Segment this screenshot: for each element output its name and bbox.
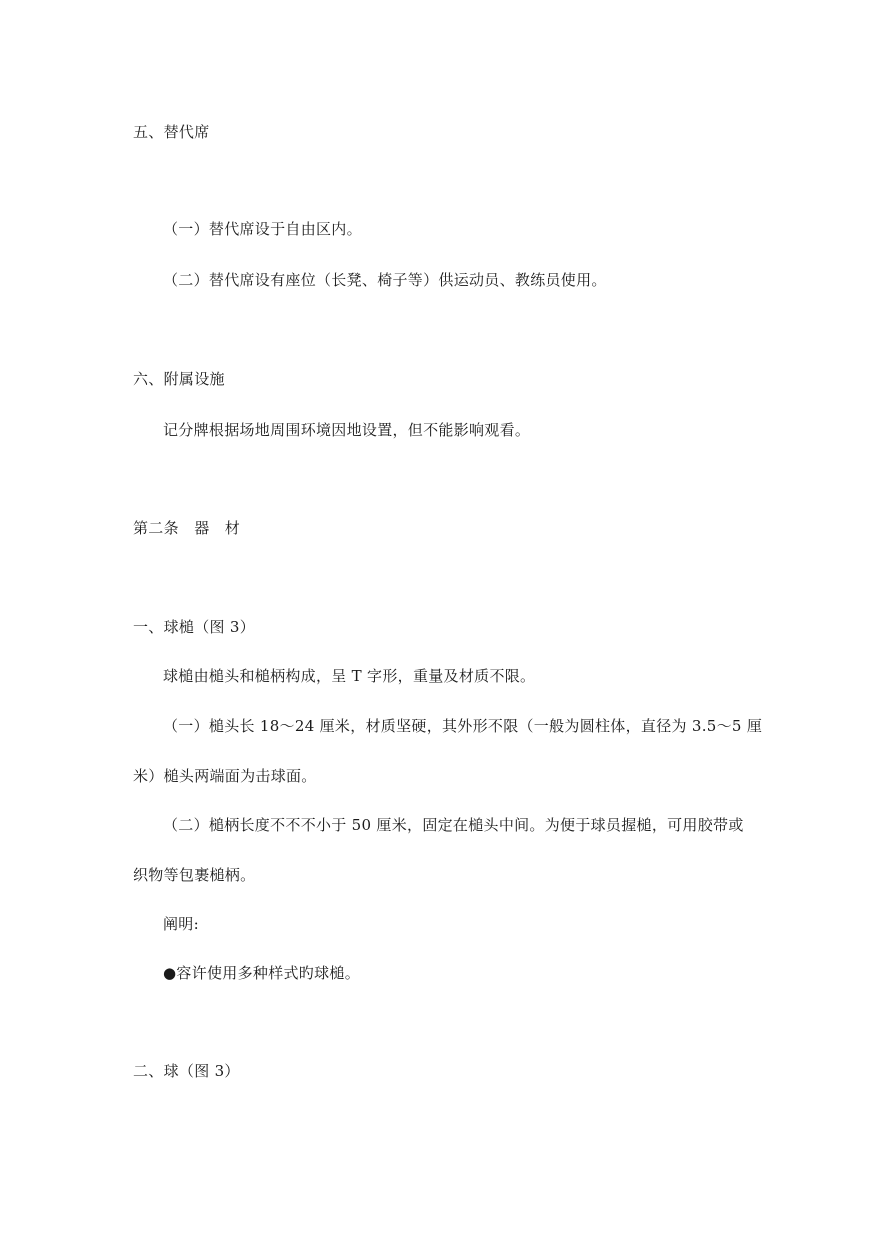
note-label: 阐明: <box>163 915 199 933</box>
paragraph-mallet-intro: 球槌由槌头和槌柄构成，呈 T 字形，重量及材质不限。 <box>163 667 536 685</box>
paragraph-substitute-bench-location: （一）替代席设于自由区内。 <box>163 220 362 238</box>
article-heading-equipment: 第二条 器 材 <box>133 519 241 537</box>
section-heading-ball: 二、球（图 3） <box>133 1062 240 1080</box>
paragraph-mallet-head-line1: （一）槌头长 18～24 厘米，材质坚硬，其外形不限（一般为圆柱体，直径为 3.5～5 厘 <box>163 717 763 735</box>
section-heading-mallet: 一、球槌（图 3） <box>133 618 256 636</box>
section-heading-auxiliary-facilities: 六、附属设施 <box>133 370 225 388</box>
note-bullet-item: ●容许使用多种样式旳球槌。 <box>163 964 360 982</box>
paragraph-scoreboard: 记分牌根据场地周围环境因地设置，但不能影响观看。 <box>163 421 531 439</box>
section-heading-substitute-bench: 五、替代席 <box>133 123 210 141</box>
paragraph-mallet-handle-line2: 织物等包裹槌柄。 <box>133 866 256 884</box>
paragraph-mallet-head-line2: 米）槌头两端面为击球面。 <box>133 767 317 785</box>
paragraph-mallet-handle-line1: （二）槌柄长度不不不小于 50 厘米，固定在槌头中间。为便于球员握槌，可用胶带或 <box>163 816 744 834</box>
paragraph-substitute-bench-seating: （二）替代席设有座位（长凳、椅子等）供运动员、教练员使用。 <box>163 271 607 289</box>
